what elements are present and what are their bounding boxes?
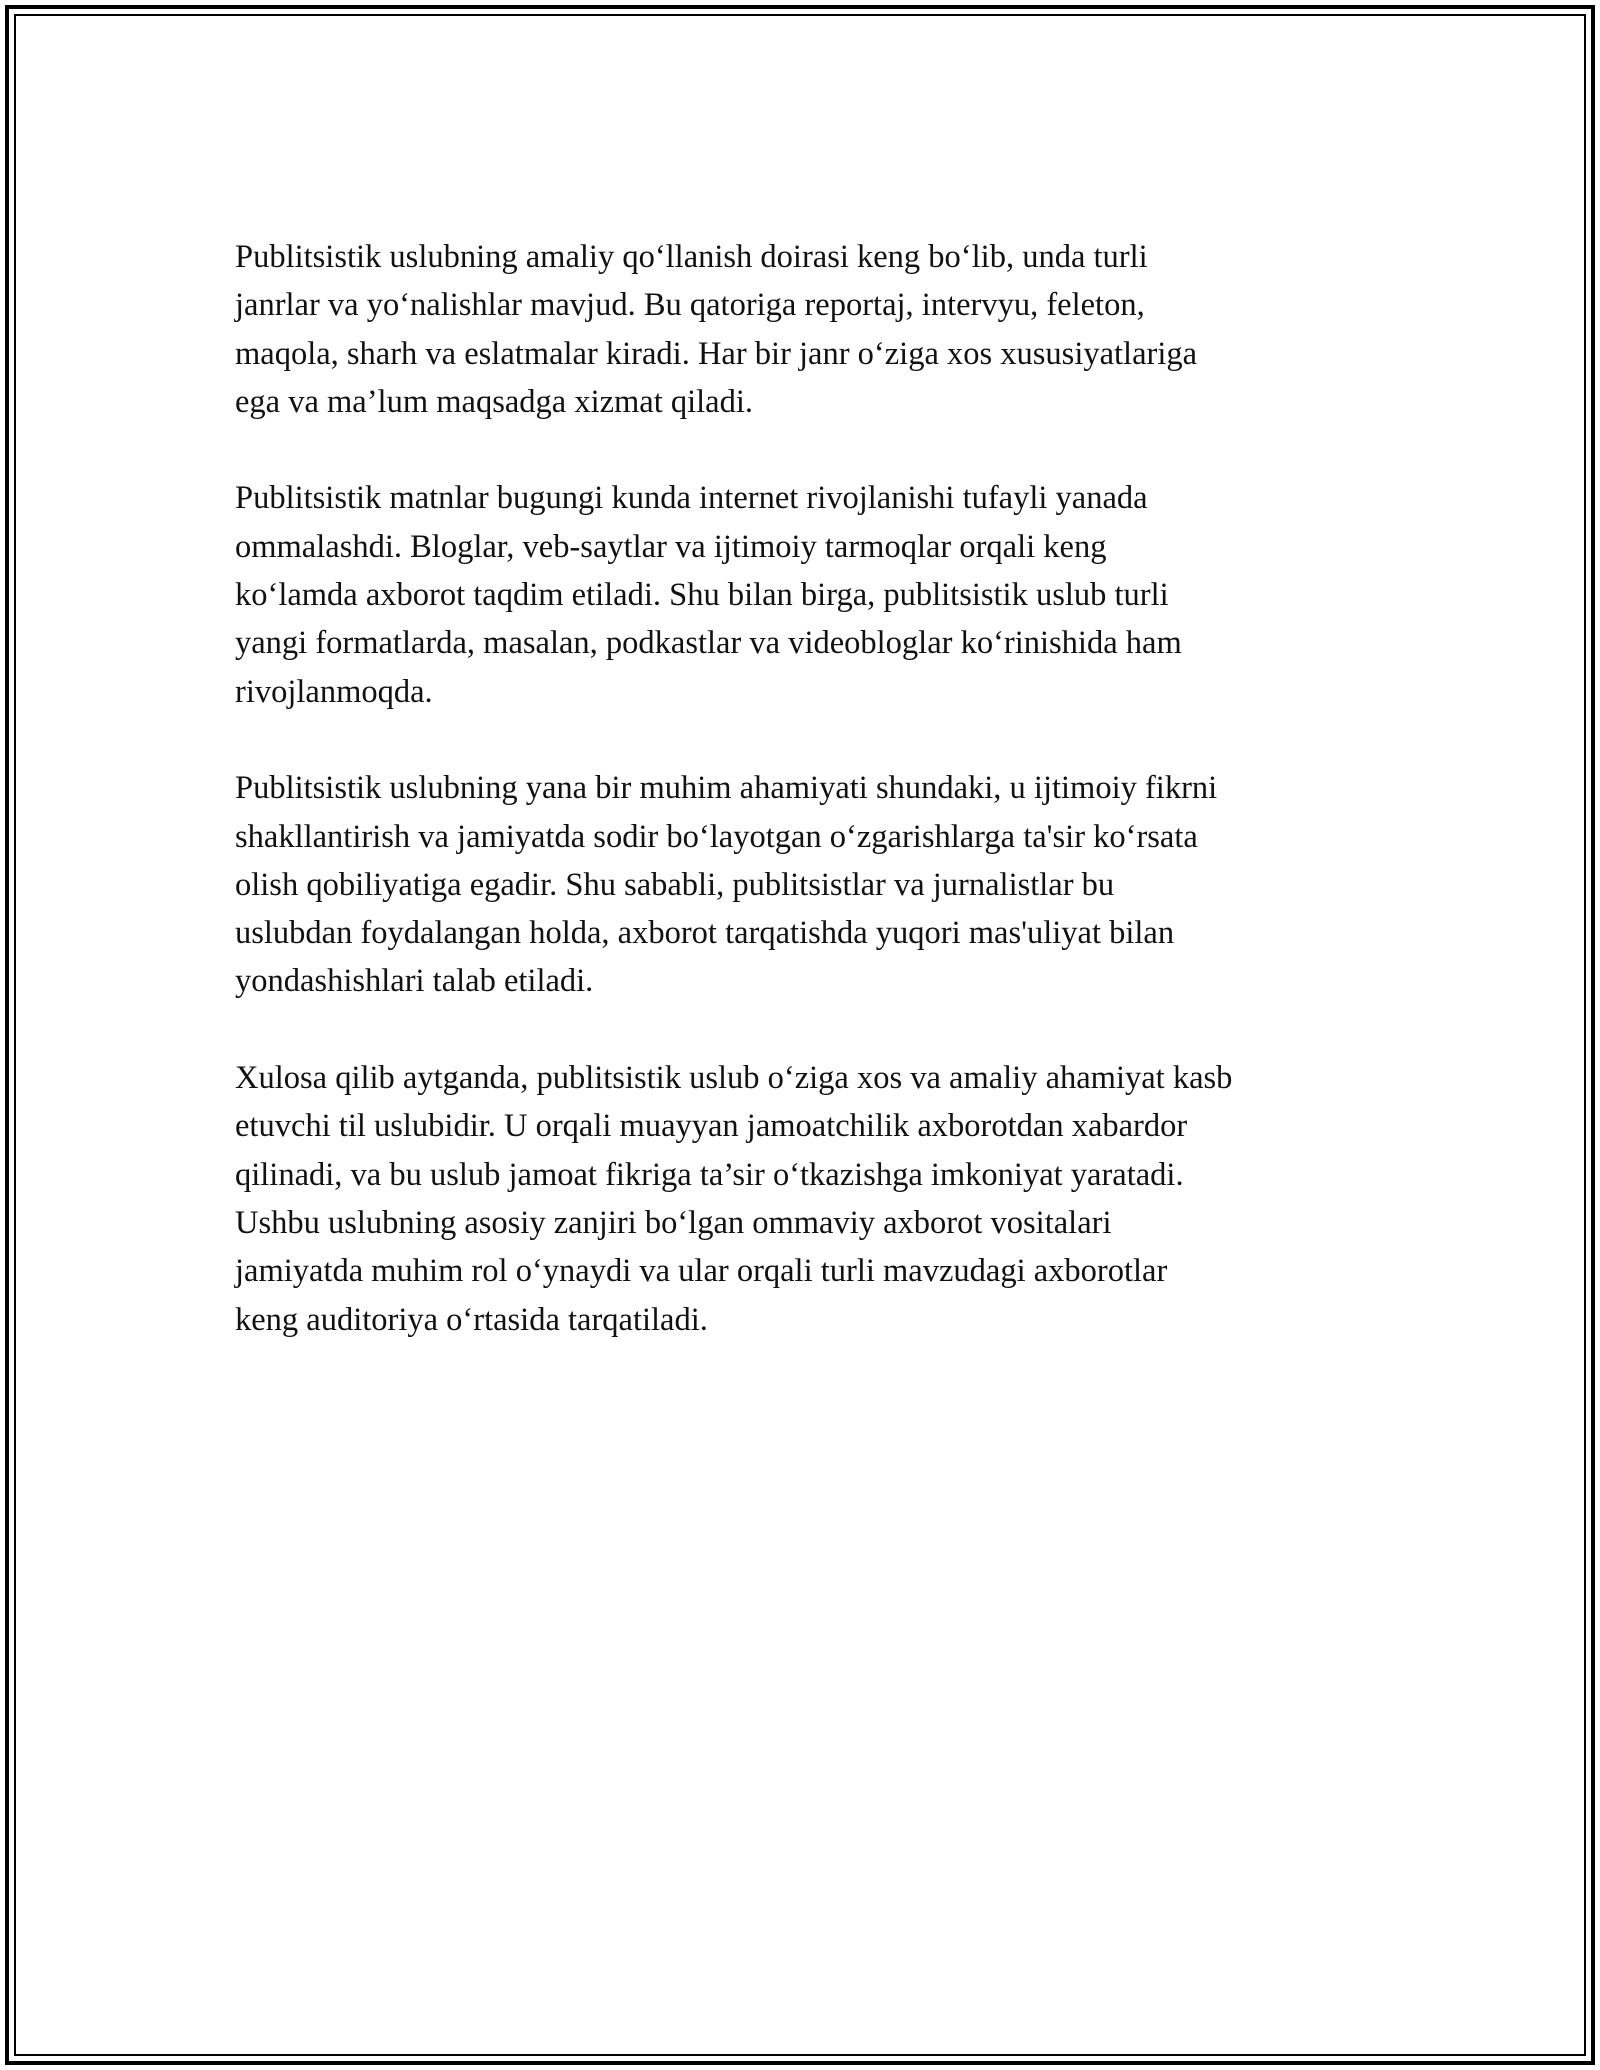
text-line: Xulosa qilib aytganda, publitsistik uslub o‘ziga xos va amaliy ahamiyat kasb	[235, 1060, 1233, 1097]
text-line: jamiyatda muhim rol o‘ynaydi va ular orqali turli mavzudagi axborotlar	[235, 1253, 1168, 1290]
text-line: rivojlanmoqda.	[235, 673, 433, 710]
text-line: yangi formatlarda, masalan, podkastlar va videobloglar ko‘rinishida ham	[235, 625, 1182, 662]
text-line: maqola, sharh va eslatmalar kiradi. Har bir janr o‘ziga xos xususiyatlariga	[235, 335, 1198, 372]
text-line: ega va ma’lum maqsadga xizmat qiladi.	[235, 383, 754, 420]
text-line: Publitsistik uslubning amaliy qo‘llanish doirasi keng bo‘lib, unda turli	[235, 239, 1148, 275]
text-line: janrlar va yo‘nalishlar mavjud. Bu qatoriga reportaj, intervyu, feleton,	[235, 287, 1145, 324]
text-line: qilinadi, va bu uslub jamoat fikriga ta’sir o‘tkazishga imkoniyat yaratadi.	[235, 1156, 1184, 1193]
text-line: keng auditoriya o‘rtasida tarqatiladi.	[235, 1301, 708, 1338]
text-line: Publitsistik uslubning yana bir muhim ahamiyati shundaki, u ijtimoiy fikrni	[235, 770, 1218, 807]
text-line: shakllantirish va jamiyatda sodir bo‘layotgan o‘zgarishlarga ta'sir ko‘rsata	[235, 818, 1198, 855]
paragraph-2	[235, 474, 1370, 715]
text-line: yondashishlari talab etiladi.	[235, 963, 594, 1000]
text-line: ommalashdi. Bloglar, veb-saytlar va ijtimoiy tarmoqlar orqali keng	[235, 528, 1107, 565]
text-line: ko‘lamda axborot taqdim etiladi. Shu bilan birga, publitsistik uslub turli	[235, 577, 1169, 614]
text-line: olish qobiliyatiga egadir. Shu sababli, publitsistlar va jurnalistlar bu	[235, 866, 1115, 903]
text-line: Ushbu uslubning asosiy zanjiri bo‘lgan ommaviy axborot vositalari	[235, 1204, 1112, 1241]
paragraph-3	[235, 764, 1370, 1005]
text-line: etuvchi til uslubidir. U orqali muayyan jamoatchilik axborotdan xabardor	[235, 1108, 1188, 1145]
paragraph-4	[235, 1054, 1370, 1344]
paragraph-1	[235, 233, 1370, 426]
text-line: Publitsistik matnlar bugungi kunda internet rivojlanishi tufayli yanada	[235, 480, 1148, 517]
document-body	[235, 233, 1370, 1344]
text-line: uslubdan foydalangan holda, axborot tarqatishda yuqori mas'uliyat bilan	[235, 915, 1175, 952]
